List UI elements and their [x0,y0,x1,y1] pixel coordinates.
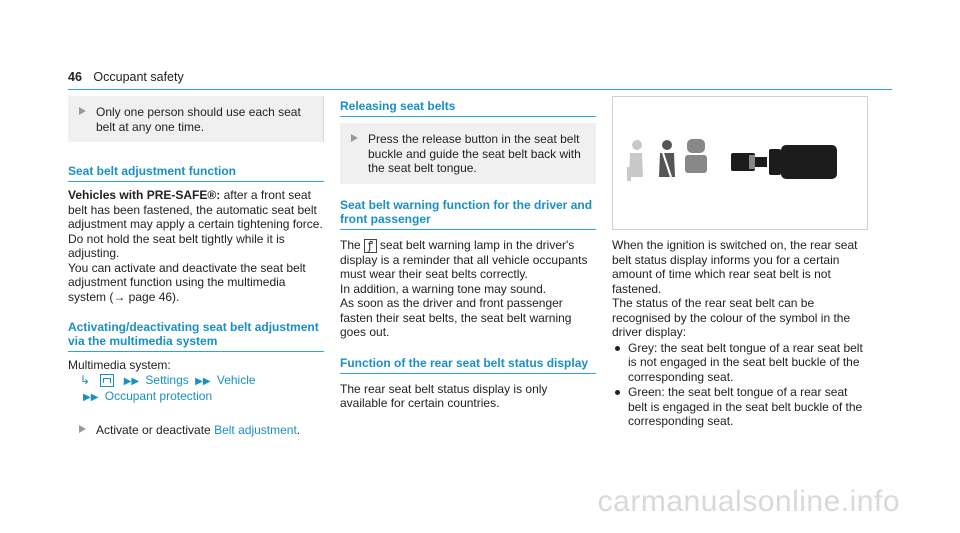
status-colour-text: The status of the rear seat belt can be recognised by the colour of the symbol in the driver display: [612,296,851,339]
belt-buckle-icon [731,145,837,179]
adjust-text: after a front seat belt has been fastened, the automatic seat belt adjustment may apply a certain tightening force. Do not hold the seat belt tightly while it is adjusting. [68,188,323,260]
column-2 [340,96,596,411]
rear-seat-left-icon [627,140,643,181]
release-step [340,123,596,184]
step-arrow-icon [351,134,358,142]
warning-pre: The [340,237,361,252]
multimedia-label: Multimedia system: [68,358,171,372]
grey-status-text: Grey: the seat belt tongue of a rear seat belt is not engaged in the seat belt buckle of the corresponding seat. [628,340,863,384]
heading-belt-warning: Seat belt warning function for the driver and front passenger [340,198,596,230]
bullet-dot [615,346,620,351]
warning-off-text: As soon as the driver and front passenger fasten their seat belts, the seat belt warning goes out. [340,296,572,339]
activate-step [68,414,324,446]
warning-tone-text: In addition, a warning tone may sound. [340,281,547,296]
step-prefix: Activate or deactivate [96,422,211,437]
page-number: 46 [68,70,82,84]
rear-seat-right-icon [685,139,707,173]
bullet-dot [615,390,620,395]
green-status-text: Green: the seat belt tongue of a rear seat belt is engaged in the seat belt buckle of the corresponding seat. [628,385,863,428]
heading-releasing-belts: Releasing seat belts [340,99,596,117]
path-settings: Settings [145,372,189,387]
page-header [68,70,184,84]
home-icon [100,374,114,387]
list-item [612,385,868,429]
note-text: Only one person should use each seat belt at any one time. [96,105,301,134]
menu-path [68,373,324,390]
watermark: carmanualsonline.info [597,485,900,518]
heading-activate-adjustment: Activating/deactivating seat belt adjustment via the multimedia system [68,320,324,352]
column-1 [68,96,324,445]
path-occupant: Occupant protection [104,389,213,403]
chevron-icon: ▶▶ [83,392,99,403]
pre-safe-label: Vehicles with PRE-SAFE®: [68,188,221,202]
list-item [612,341,868,385]
section-title: Occupant safety [93,70,184,84]
rear-seat-belt-display-image [612,96,868,230]
chevron-icon: ▶▶ [123,375,140,387]
seat-belt-icon [364,239,377,253]
menu-path-2 [68,389,324,406]
status-display-text: When the ignition is switched on, the rear seat belt status display informs you for a certain amount of time which rear seat belt is not fastened. [612,238,858,296]
note-box [68,96,324,142]
step-arrow-icon [79,107,86,115]
step-arrow-icon [79,425,86,433]
rear-seat-center-icon [659,140,675,177]
step-suffix: . [296,422,301,437]
heading-seat-belt-adjustment: Seat belt adjustment function [68,164,324,182]
path-vehicle: Vehicle [216,372,256,387]
adjust-paragraph [68,188,324,261]
column-3 [612,96,868,429]
chevron-icon: ▶▶ [195,375,211,387]
rear-status-text: The rear seat belt status display is only available for certain countries. [340,381,548,410]
header-divider [68,89,892,90]
seat-belt-glyph: ꝭ [367,239,373,252]
warning-paragraph [340,238,596,282]
release-text: Press the release button in the seat belt buckle and guide the seat belt back with the seat belt tongue. [368,132,581,175]
warning-post: seat belt warning lamp in the driver's display is a reminder that all vehicle occupants must wear their seat belts correctly. [340,237,588,281]
seat-belt-status-icons [613,97,867,229]
path-arrow-icon: ↳ [80,372,91,387]
heading-rear-status: Function of the rear seat belt status display [340,356,596,374]
adjust-text-2[interactable]: You can activate and deactivate the seat belt adjustment function using the multimedia system (→ page 46). [68,260,306,304]
belt-adjustment-link: Belt adjustment [214,422,297,437]
